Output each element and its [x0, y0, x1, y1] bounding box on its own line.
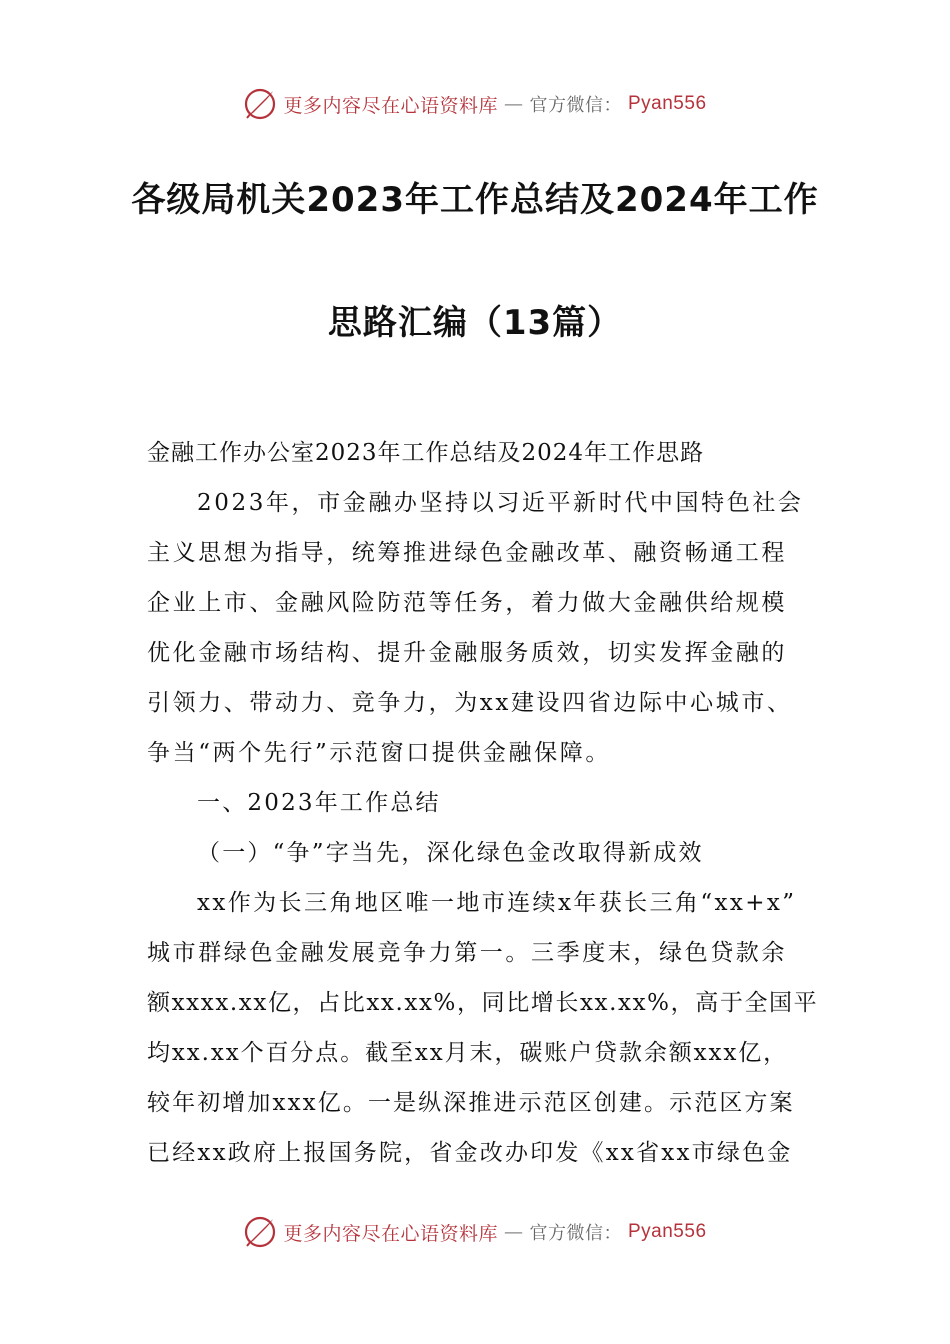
paragraph-line: 城市群绿色金融发展竞争力第一。三季度末，绿色贷款余	[147, 940, 787, 966]
paragraph-line: 争当“两个先行”示范窗口提供金融保障。	[147, 740, 611, 766]
watermark-wechat-id: Pyan556	[628, 1221, 707, 1242]
quill-logo-icon	[243, 87, 277, 121]
article-heading: 金融工作办公室2023年工作总结及2024年工作思路	[147, 440, 705, 466]
paragraph-line: 额xxxx.xx亿，占比xx.xx%，同比增长xx.xx%，高于全国平	[147, 990, 819, 1016]
footer-watermark	[0, 1212, 950, 1252]
watermark-text: 更多内容尽在心语资料库	[283, 94, 498, 117]
paragraph-line: 主义思想为指导，统筹推进绿色金融改革、融资畅通工程	[147, 540, 787, 566]
document-title-line-2: 思路汇编（13篇）	[327, 303, 623, 343]
paragraph-line: 企业上市、金融风险防范等任务，着力做大金融供给规模	[147, 590, 787, 616]
watermark-official-label: 官方微信：	[529, 95, 622, 116]
paragraph-line: 较年初增加xxx亿。一是纵深推进示范区创建。示范区方案	[147, 1090, 795, 1116]
paragraph-line: 引领力、带动力、竞争力，为xx建设四省边际中心城市、	[147, 690, 793, 716]
watermark-text: 更多内容尽在心语资料库	[283, 1222, 498, 1245]
watermark-official-label: 官方微信：	[529, 1223, 622, 1244]
document-title-line-1: 各级局机关2023年工作总结及2024年工作	[131, 180, 819, 220]
quill-logo-icon	[243, 1215, 277, 1249]
watermark-separator: —	[504, 1221, 524, 1243]
header-watermark	[0, 84, 950, 124]
paragraph-line: xx作为长三角地区唯一地市连续x年获长三角“xx+x”	[197, 890, 797, 916]
paragraph-line: 2023年，市金融办坚持以习近平新时代中国特色社会	[197, 490, 804, 516]
paragraph-line: 均xx.xx个百分点。截至xx月末，碳账户贷款余额xxx亿，	[147, 1040, 789, 1066]
paragraph-line: 优化金融市场结构、提升金融服务质效，切实发挥金融的	[147, 640, 787, 666]
watermark-separator: —	[504, 93, 524, 115]
subsection-heading: （一）“争”字当先，深化绿色金改取得新成效	[197, 840, 704, 866]
watermark-wechat-id: Pyan556	[628, 93, 707, 114]
section-heading: 一、2023年工作总结	[197, 790, 441, 816]
paragraph-line: 已经xx政府上报国务院，省金改办印发《xx省xx市绿色金	[147, 1140, 793, 1166]
